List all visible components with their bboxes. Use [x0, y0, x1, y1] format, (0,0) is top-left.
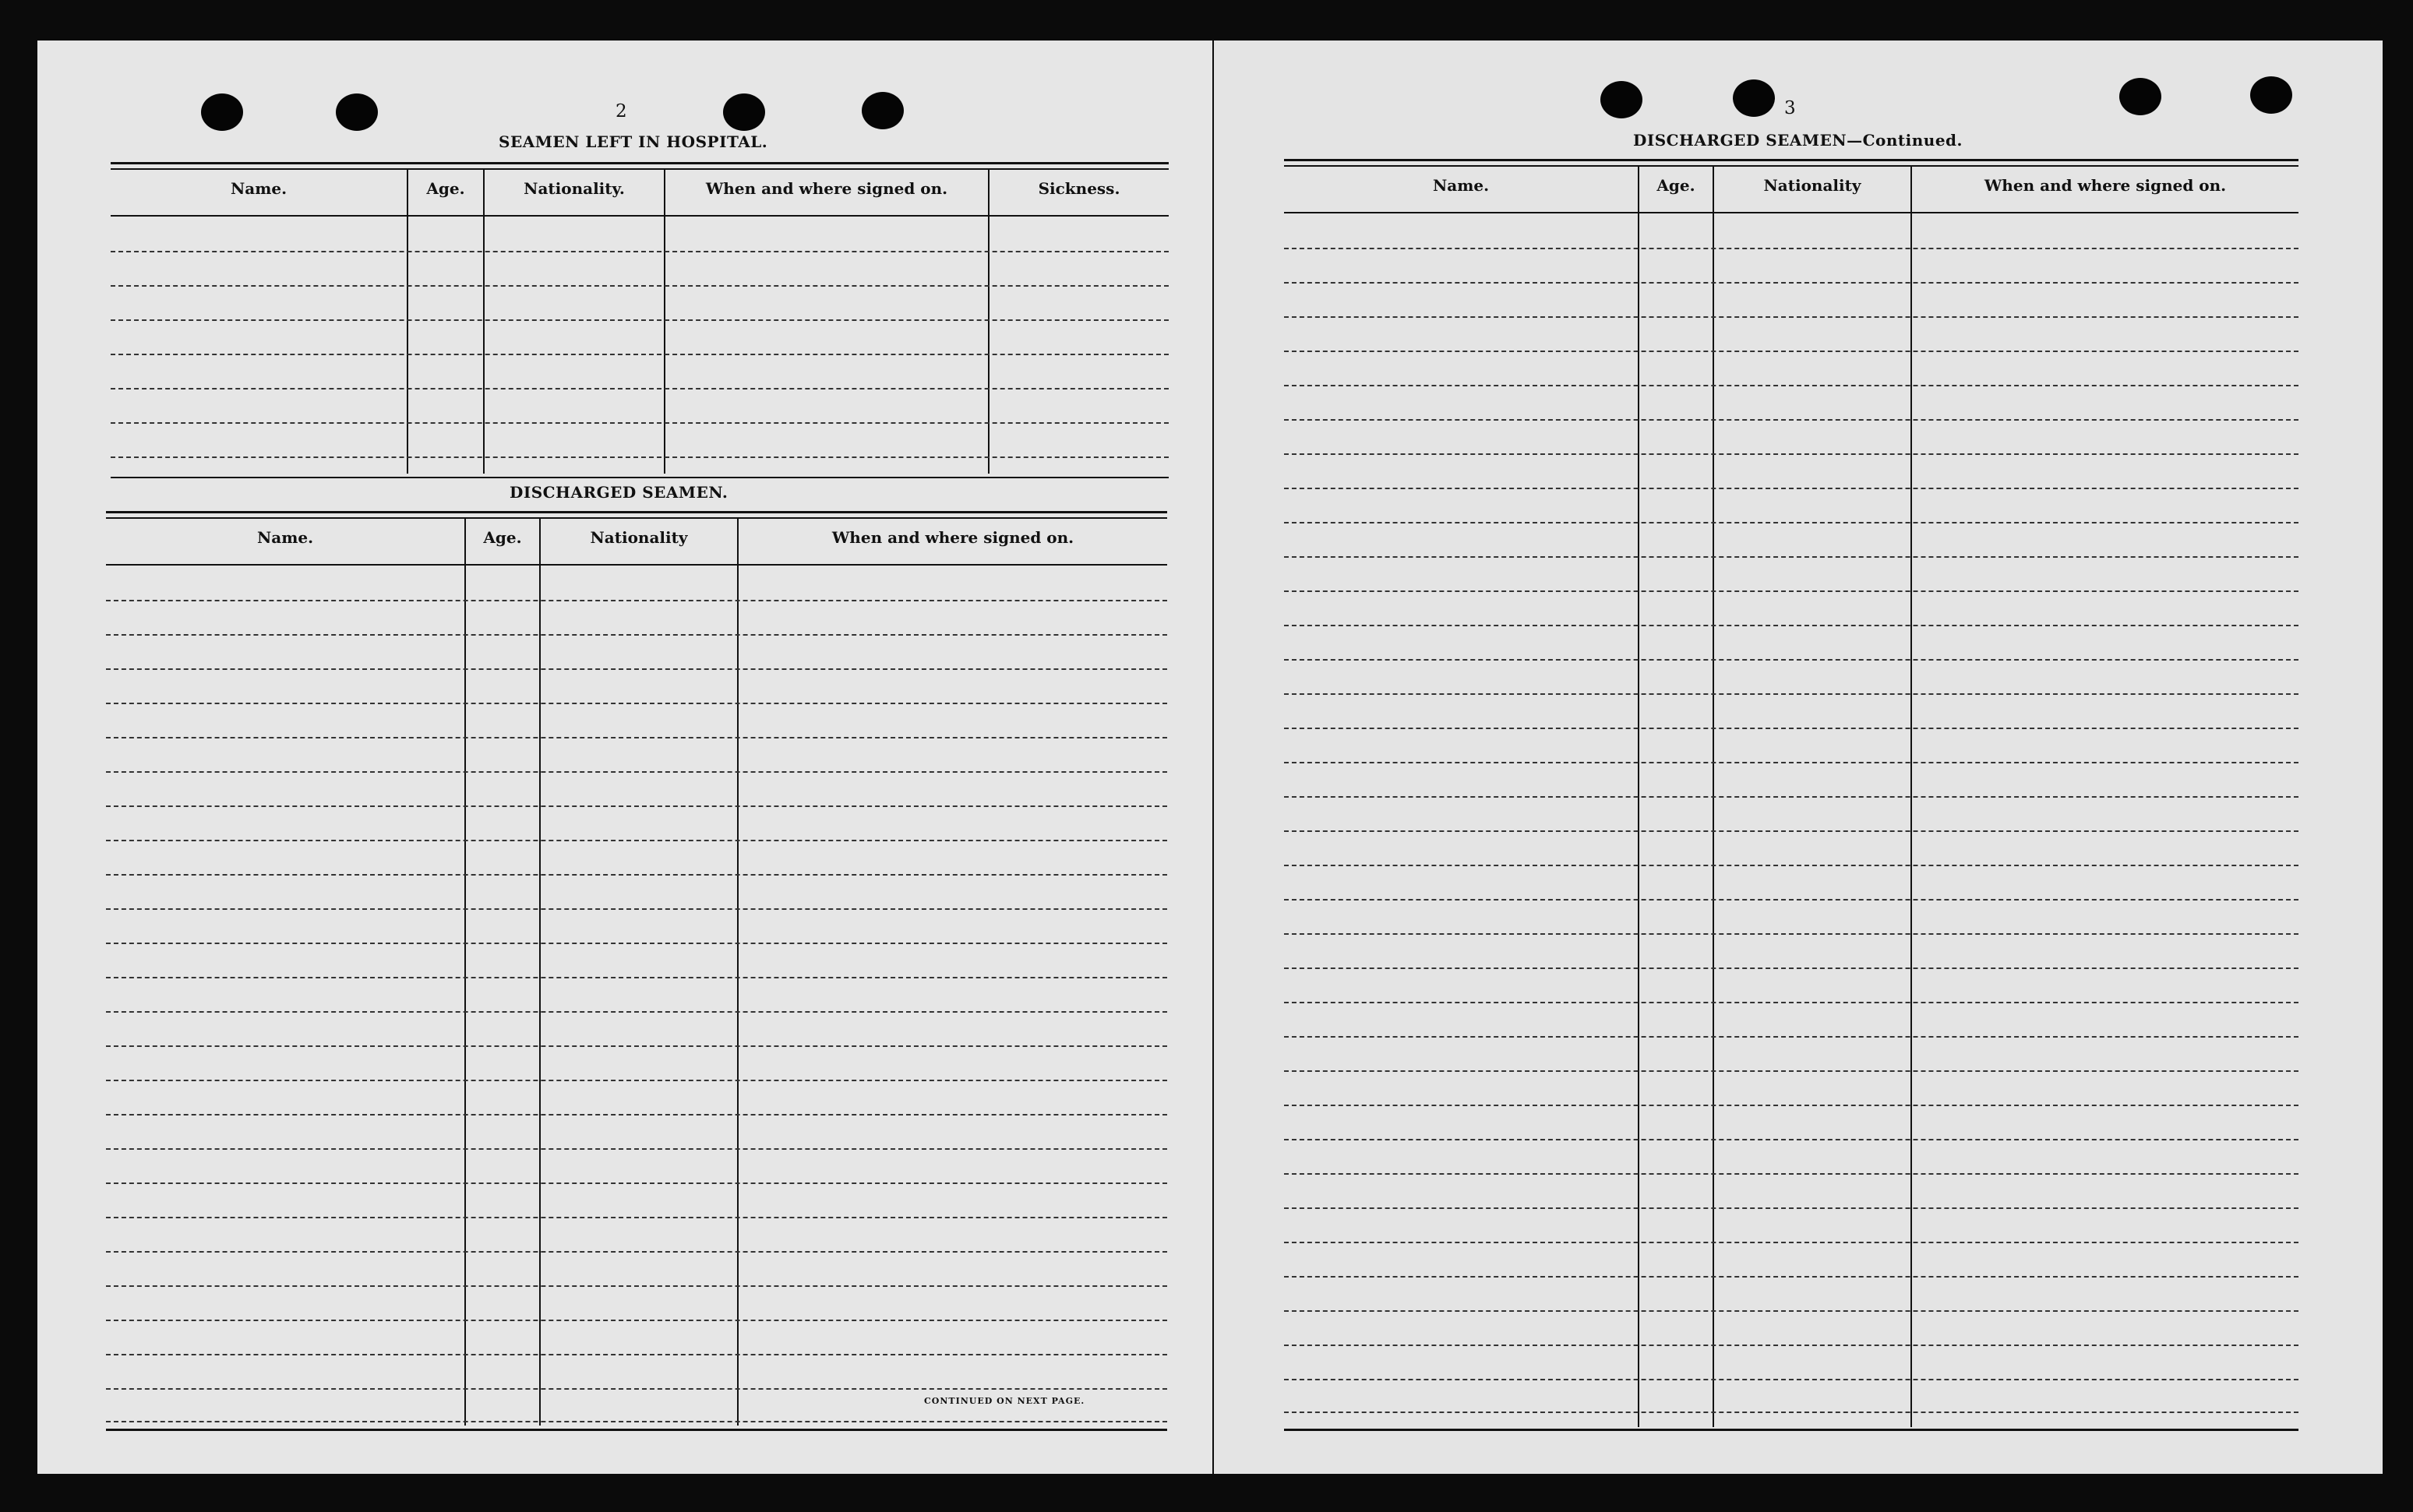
- table-row: [1284, 1310, 2298, 1312]
- table-row: [111, 354, 1169, 355]
- table-row: [1284, 1242, 2298, 1243]
- table-row: [106, 1285, 1167, 1287]
- table-row: [1284, 1002, 2298, 1003]
- page-number: 3: [1784, 98, 1796, 118]
- table-row: [106, 943, 1167, 944]
- punch-hole-icon: [336, 93, 378, 131]
- table-row: [106, 1114, 1167, 1115]
- table-row: [106, 771, 1167, 773]
- punch-hole-icon: [723, 93, 765, 131]
- table-row: [1284, 419, 2298, 421]
- table-row: [1284, 659, 2298, 661]
- column-header-nationality: Nationality.: [524, 179, 625, 198]
- continued-footer: CONTINUED ON NEXT PAGE.: [924, 1396, 1085, 1406]
- table-row: [1284, 590, 2298, 592]
- table-row: [1284, 625, 2298, 626]
- table-row: [1284, 796, 2298, 798]
- table-row: [1284, 248, 2298, 249]
- table-row: [106, 1080, 1167, 1081]
- table-row: [1284, 693, 2298, 695]
- column-header-signed-on: When and where signed on.: [1984, 176, 2227, 195]
- table-row: [1284, 282, 2298, 284]
- table-row: [1284, 1173, 2298, 1175]
- column-header-nationality: Nationality: [1763, 176, 1861, 195]
- table-row: [1284, 556, 2298, 558]
- hospital-table: [111, 162, 1169, 480]
- column-header-name: Name.: [230, 179, 288, 198]
- punch-hole-icon: [862, 92, 904, 129]
- discharged-continued-title: DISCHARGED SEAMEN—Continued.: [1633, 131, 1963, 150]
- table-row: [1284, 453, 2298, 455]
- punch-hole-icon: [1733, 79, 1775, 117]
- table-row: [106, 1182, 1167, 1184]
- table-row: [111, 251, 1169, 252]
- punch-hole-icon: [2119, 78, 2161, 115]
- page-number: 2: [616, 101, 627, 122]
- table-row: [1284, 865, 2298, 866]
- column-header-name: Name.: [256, 528, 314, 547]
- table-row: [1284, 385, 2298, 386]
- column-header-nationality: Nationality: [590, 528, 688, 547]
- discharged-continued-table: [1284, 159, 2298, 1435]
- table-row: [106, 1388, 1167, 1390]
- table-row: [106, 1217, 1167, 1218]
- table-row: [106, 1251, 1167, 1253]
- punch-hole-icon: [201, 93, 243, 131]
- table-row: [1284, 1070, 2298, 1072]
- table-row: [1284, 1345, 2298, 1346]
- column-header-age: Age.: [483, 528, 522, 547]
- table-row: [106, 1148, 1167, 1150]
- table-row: [106, 668, 1167, 670]
- column-header-signed-on: When and where signed on.: [831, 528, 1074, 547]
- table-row: [106, 908, 1167, 910]
- table-row: [111, 388, 1169, 389]
- table-row: [106, 874, 1167, 876]
- table-row: [1284, 1105, 2298, 1106]
- table-row: [106, 1421, 1167, 1422]
- left-page: [37, 41, 1212, 1474]
- column-header-name: Name.: [1432, 176, 1490, 195]
- discharged-section-title: DISCHARGED SEAMEN.: [510, 483, 728, 502]
- table-row: [1284, 899, 2298, 901]
- table-row: [1284, 830, 2298, 832]
- table-row: [1284, 1139, 2298, 1140]
- punch-hole-icon: [2250, 76, 2292, 114]
- table-row: [1284, 316, 2298, 318]
- table-row: [1284, 967, 2298, 969]
- table-row: [111, 285, 1169, 287]
- table-row: [106, 703, 1167, 704]
- table-row: [106, 600, 1167, 601]
- table-row: [1284, 522, 2298, 523]
- hospital-section-title: SEAMEN LEFT IN HOSPITAL.: [499, 132, 768, 151]
- table-row: [1284, 1412, 2298, 1413]
- table-row: [106, 840, 1167, 841]
- table-row: [1284, 1276, 2298, 1278]
- discharged-table: [106, 511, 1167, 1435]
- table-row: [106, 1045, 1167, 1047]
- table-row: [1284, 351, 2298, 352]
- table-row: [1284, 728, 2298, 729]
- table-row: [1284, 762, 2298, 763]
- table-row: [111, 456, 1169, 458]
- table-row: [1284, 488, 2298, 489]
- table-row: [106, 1354, 1167, 1355]
- table-row: [106, 1320, 1167, 1321]
- table-row: [106, 634, 1167, 636]
- table-row: [106, 805, 1167, 807]
- table-row: [106, 1011, 1167, 1013]
- table-row: [106, 737, 1167, 738]
- column-header-sickness: Sickness.: [1038, 179, 1120, 198]
- column-header-age: Age.: [1656, 176, 1695, 195]
- table-row: [1284, 1207, 2298, 1209]
- table-row: [111, 319, 1169, 321]
- table-row: [111, 422, 1169, 424]
- table-row: [1284, 1036, 2298, 1038]
- right-page: [1214, 41, 2383, 1474]
- table-row: [106, 977, 1167, 978]
- table-row: [1284, 933, 2298, 935]
- column-header-age: Age.: [426, 179, 465, 198]
- punch-hole-icon: [1600, 81, 1642, 118]
- table-row: [1284, 1379, 2298, 1380]
- column-header-signed-on: When and where signed on.: [705, 179, 948, 198]
